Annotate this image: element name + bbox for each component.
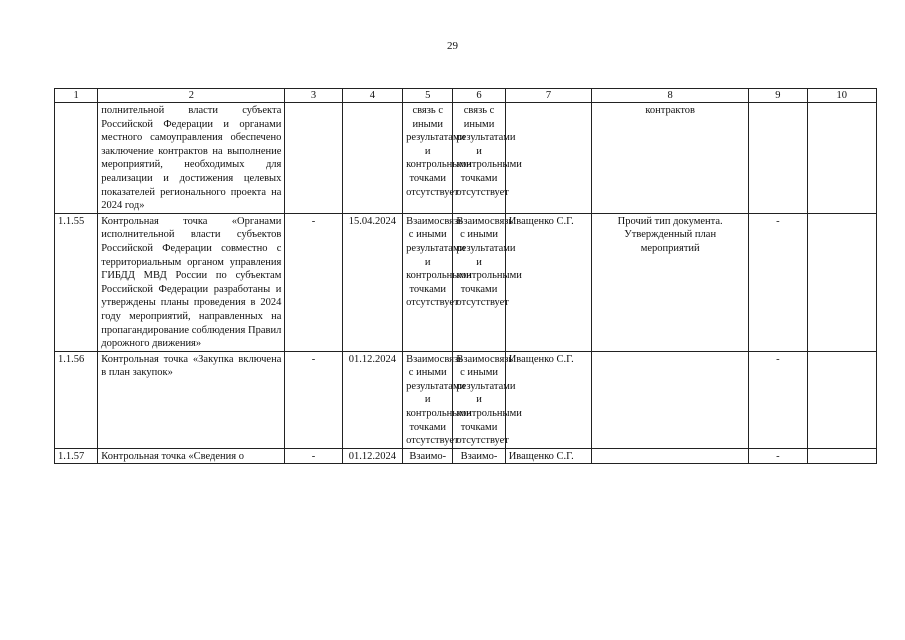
col9-value: - xyxy=(749,213,807,351)
table-row xyxy=(55,213,877,351)
link-status-b: Взаимосвязь с иными результатами и контрольными точками отсутствует xyxy=(453,351,505,448)
link-status-a: связь с иными результатами и контрольными точками отсутствует xyxy=(403,103,453,214)
col3-value: - xyxy=(285,351,342,448)
table-row xyxy=(55,351,877,448)
link-status-a: Взаимо- xyxy=(403,448,453,464)
document-type: контрактов xyxy=(592,103,749,214)
row-number: 1.1.56 xyxy=(55,351,98,448)
col3-value: - xyxy=(285,448,342,464)
due-date: 01.12.2024 xyxy=(342,351,402,448)
due-date xyxy=(342,103,402,214)
column-header: 1 xyxy=(55,89,98,103)
col3-value xyxy=(285,103,342,214)
column-header: 9 xyxy=(749,89,807,103)
col10-value xyxy=(807,213,877,351)
column-header: 2 xyxy=(98,89,285,103)
column-header: 4 xyxy=(342,89,402,103)
row-number: 1.1.57 xyxy=(55,448,98,464)
table-row xyxy=(55,448,877,464)
column-header: 8 xyxy=(592,89,749,103)
page-number: 29 xyxy=(447,40,458,52)
responsible-person: Иващенко С.Г. xyxy=(505,351,592,448)
control-point-text: Контрольная точка «Закупка включена в план закупок» xyxy=(98,351,285,448)
col10-value xyxy=(807,448,877,464)
link-status-b: Взаимо- xyxy=(453,448,505,464)
col9-value: - xyxy=(749,448,807,464)
control-point-text: Контрольная точка «Органами исполнительной власти субъектов Российской Федерации совместно с территориальным органом управления ГИБДД МВД России по субъектам Российской Федерации разработаны и утверждены планы проведения в 2024 году мероприятий, направленных на пропагандирование соблюдения Правил дорожного движения» xyxy=(98,213,285,351)
document-type: Прочий тип документа. Утвержденный план мероприятий xyxy=(592,213,749,351)
control-point-text: Контрольная точка «Сведения о xyxy=(98,448,285,464)
control-points-table xyxy=(54,88,877,464)
link-status-b: Взаимосвязь с иными результатами и контрольными точками отсутствует xyxy=(453,213,505,351)
link-status-a: Взаимосвязь с иными результатами и контрольными точками отсутствует xyxy=(403,351,453,448)
column-header: 3 xyxy=(285,89,342,103)
responsible-person: Иващенко С.Г. xyxy=(505,448,592,464)
control-point-text: полнительной власти субъекта Российской Федерации и органами местного самоуправления обеспечено заключение контрактов на выполнение мероприятий, необходимых для реализации и достижения целевых показателей регионального проекта на 2024 год» xyxy=(98,103,285,214)
col10-value xyxy=(807,351,877,448)
column-header: 10 xyxy=(807,89,877,103)
column-header: 6 xyxy=(453,89,505,103)
column-header: 7 xyxy=(505,89,592,103)
row-number xyxy=(55,103,98,214)
col10-value xyxy=(807,103,877,214)
col9-value xyxy=(749,103,807,214)
document-type xyxy=(592,448,749,464)
due-date: 01.12.2024 xyxy=(342,448,402,464)
link-status-a: Взаимосвязь с иными результатами и контрольными точками отсутствует xyxy=(403,213,453,351)
document-type xyxy=(592,351,749,448)
responsible-person: Иващенко С.Г. xyxy=(505,213,592,351)
col3-value: - xyxy=(285,213,342,351)
column-number-header xyxy=(55,89,877,103)
table-row xyxy=(55,103,877,214)
row-number: 1.1.55 xyxy=(55,213,98,351)
link-status-b: связь с иными результатами и контрольными точками отсутствует xyxy=(453,103,505,214)
column-header: 5 xyxy=(403,89,453,103)
responsible-person xyxy=(505,103,592,214)
col9-value: - xyxy=(749,351,807,448)
due-date: 15.04.2024 xyxy=(342,213,402,351)
